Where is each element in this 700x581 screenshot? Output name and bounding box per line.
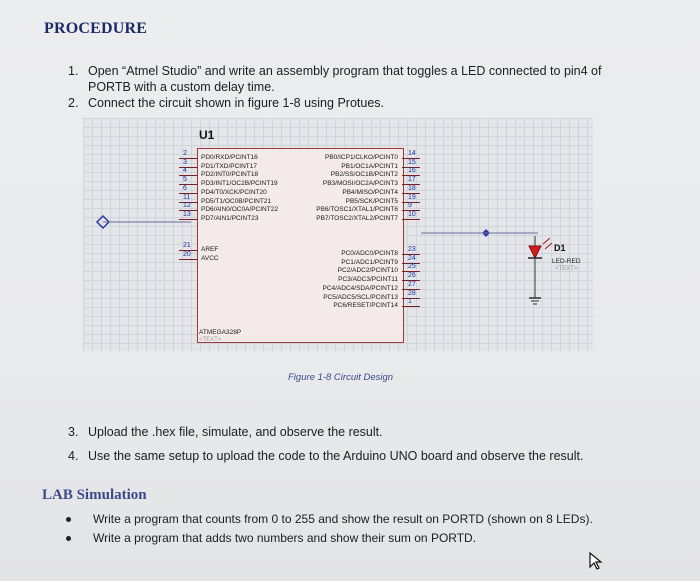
pin-number: 27: [408, 280, 416, 288]
left-pin-label: PD7/AIN1/PCINT23: [201, 214, 259, 222]
pin-number: 16: [408, 167, 416, 175]
step-3: [68, 425, 383, 440]
pin-number: 11: [183, 193, 191, 201]
portc-pin-label: PC5/ADC5/SCL/PCINT13: [323, 293, 398, 301]
portc-pin-label: PC2/ADC2/PCINT10: [337, 267, 398, 275]
led-diode-icon: [529, 246, 541, 258]
chip-text-tag: <TEXT>: [199, 337, 222, 343]
led-text-tag: <TEXT>: [555, 266, 578, 272]
step-number: 4.: [68, 449, 79, 463]
bullet-icon: [66, 517, 71, 522]
left-pin-label: PD1/TXD/PCINT17: [201, 162, 257, 170]
pin-line: [402, 219, 420, 220]
pin-number: 4: [183, 167, 187, 175]
schematic-wires: [83, 118, 593, 351]
chip-reference: U1: [199, 128, 215, 142]
pin-line: [402, 306, 420, 307]
step-4: [68, 449, 583, 464]
lab-item-text: Write a program that adds two numbers and show their sum on PORTD.: [93, 531, 477, 545]
pin-number: 3: [183, 158, 187, 166]
pin-number: 23: [408, 246, 416, 253]
left-pin-label: PD3/INT1/OC2B/PCINT19: [201, 180, 278, 188]
portb-pin-label: PB1/OC1A/PCINT1: [341, 162, 398, 170]
pin-number: 13: [183, 210, 191, 218]
pin-number: 12: [183, 202, 191, 210]
mouse-cursor-icon: [588, 551, 604, 571]
bullet-icon: [66, 536, 71, 541]
pin-number: 28: [408, 289, 416, 297]
step-text: Use the same setup to upload the code to the Arduino UNO board and observe the result.: [88, 449, 584, 463]
pin-line: [179, 158, 197, 159]
section-heading-procedure: PROCEDURE: [44, 20, 148, 37]
lab-item-text: Write a program that counts from 0 to 255 and show the result on PORTD (shown on 8 LEDs).: [93, 512, 593, 526]
left-pin-label: PD6/AIN0/OC0A/PCINT22: [201, 206, 278, 214]
pin-number: 2: [183, 150, 187, 157]
step-number: 2.: [68, 96, 79, 110]
lab-item: [66, 512, 593, 526]
portb-pin-label: PB6/TOSC1/XTAL1/PCINT6: [316, 206, 398, 214]
lab-item: [66, 531, 476, 545]
pin-line: [179, 167, 197, 168]
step-1-continuation: PORTB with a custom delay time.: [88, 80, 275, 94]
pin-number: 26: [408, 272, 416, 280]
power-pin-label: AREF: [201, 246, 219, 253]
portb-pin-label: PB2/SS/OC1B/PCINT2: [330, 171, 398, 179]
step-text: Connect the circuit shown in figure 1-8 using Protues.: [88, 96, 384, 110]
pin-number: 25: [408, 263, 416, 271]
section-heading-lab: LAB Simulation: [42, 487, 147, 503]
left-pin-label: PD0/RXD/PCINT16: [201, 154, 258, 161]
step-number: 1.: [68, 64, 79, 78]
portc-pin-label: PC4/ADC4/SDA/PCINT12: [322, 284, 398, 292]
left-pin-label: PD2/INT0/PCINT18: [201, 171, 259, 179]
pin-number: 19: [408, 193, 416, 201]
pin-line: [179, 184, 197, 185]
portb-pin-label: PB5/SCK/PCINT5: [345, 197, 398, 205]
led-reference: D1: [554, 243, 566, 253]
pin-number: 24: [408, 254, 416, 262]
circuit-schematic: [83, 118, 593, 351]
portb-pin-label: PB0/ICP1/CLKO/PCINT0: [325, 154, 398, 161]
pin-line: [179, 259, 197, 260]
step-text: Open “Atmel Studio” and write an assembly program that toggles a LED connected to pin4 of: [88, 64, 602, 78]
portc-pin-label: PC6/RESET/PCINT14: [333, 302, 398, 310]
portc-pin-label: PC1/ADC1/PCINT9: [341, 258, 398, 266]
pin-number: 5: [183, 176, 187, 184]
pin-number: 14: [408, 150, 416, 157]
step-2: [68, 96, 384, 111]
step-number: 3.: [68, 425, 79, 439]
figure-caption: Figure 1-8 Circuit Design: [288, 372, 394, 383]
pin-number: 21: [183, 242, 191, 249]
portc-pin-label: PC0/ADC0/PCINT8: [341, 250, 398, 257]
portb-pin-label: PB7/TOSC2/XTAL2/PCINT7: [316, 214, 398, 222]
pin-number: 17: [408, 176, 416, 184]
step-text: Upload the .hex file, simulate, and observe the result.: [88, 425, 383, 439]
pin-line: [179, 175, 197, 176]
power-pin-label: AVCC: [201, 255, 219, 262]
pin-number: 18: [408, 184, 416, 192]
pin-number: 10: [408, 210, 416, 218]
portb-pin-label: PB3/MOSI/OC2A/PCINT3: [322, 180, 398, 188]
left-pin-label: PD5/T1/OC0B/PCINT21: [201, 197, 272, 205]
pin-number: 1: [408, 298, 412, 306]
step-1: [68, 64, 601, 79]
left-pin-label: PD4/T0/XCK/PCINT20: [201, 188, 267, 196]
pin-line: [179, 219, 197, 220]
led-type: LED-RED: [552, 258, 581, 265]
portb-pin-label: PB4/MISO/PCINT4: [342, 188, 398, 196]
pin-number: 15: [408, 158, 416, 166]
portc-pin-label: PC3/ADC3/PCINT11: [338, 276, 398, 284]
chip-name: ATMEGA328P: [199, 329, 242, 336]
pin-number: 20: [183, 251, 191, 258]
pin-number: 9: [408, 202, 412, 210]
pin-number: 6: [183, 184, 187, 192]
